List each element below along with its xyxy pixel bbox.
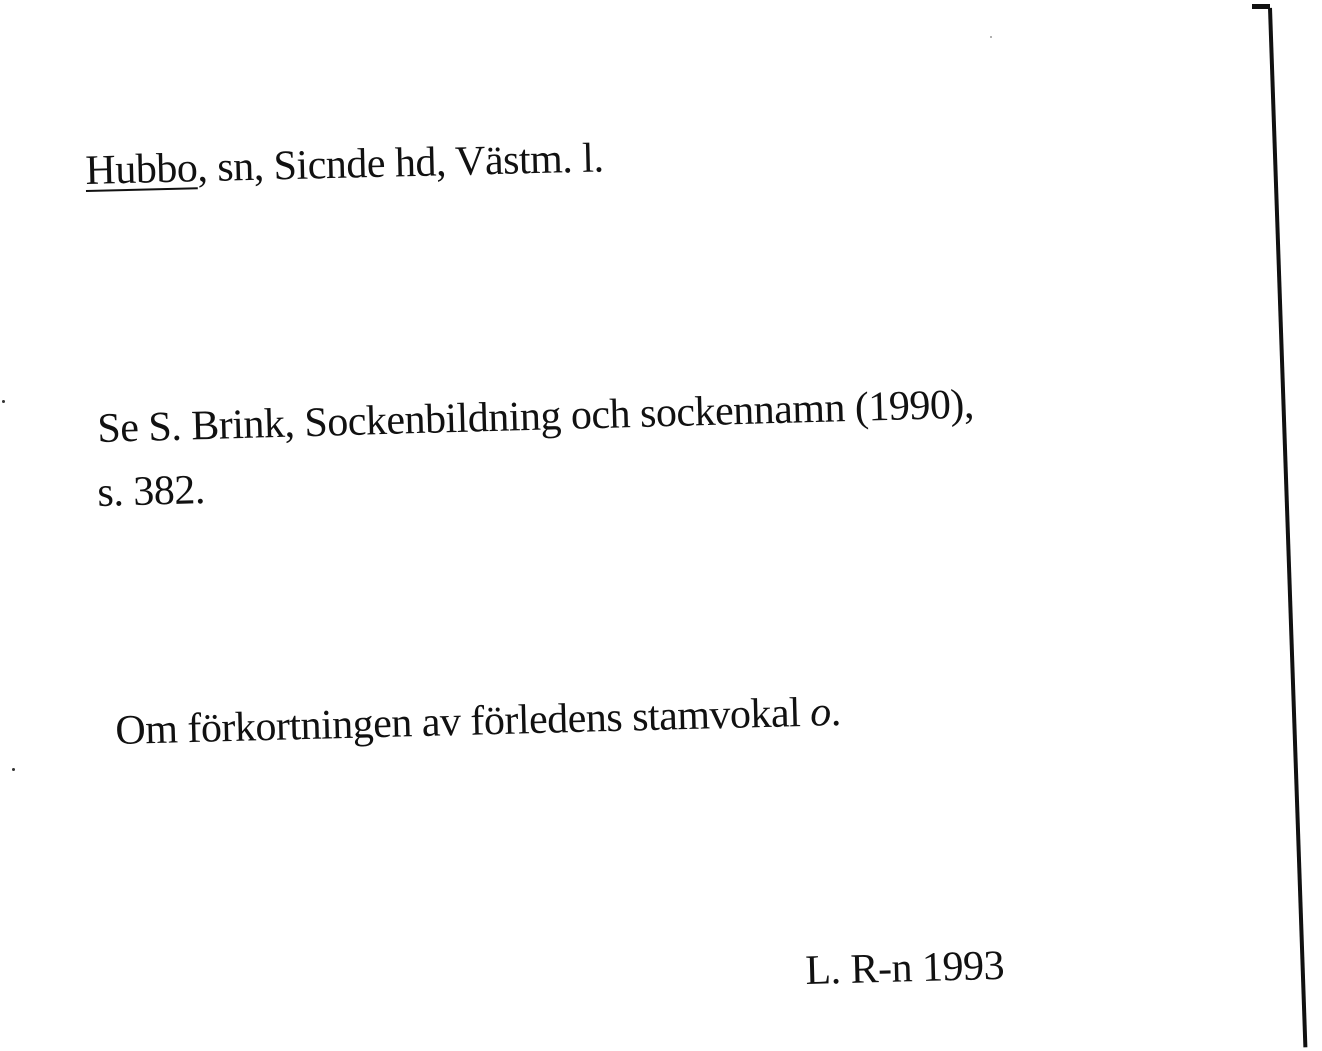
note-period: . xyxy=(830,689,842,736)
note-vowel: o xyxy=(809,689,832,736)
heading-location: , sn, Sicnde hd, Västm. l. xyxy=(196,135,604,192)
scan-speck xyxy=(12,768,15,771)
reference-line-1: Se S. Brink, Sockenbildning och sockennamn (1990), xyxy=(96,381,975,452)
scan-speck xyxy=(990,36,992,38)
signature: L. R-n 1993 xyxy=(804,942,1005,994)
scan-edge-line xyxy=(1268,8,1307,1048)
note-text: Om förkortningen av förledens stamvokal xyxy=(114,689,811,754)
heading-line xyxy=(85,137,604,192)
scan-speck xyxy=(2,400,5,403)
headword: Hubbo xyxy=(84,145,198,194)
reference-line-2: s. 382. xyxy=(96,467,206,516)
note-line xyxy=(115,691,841,752)
